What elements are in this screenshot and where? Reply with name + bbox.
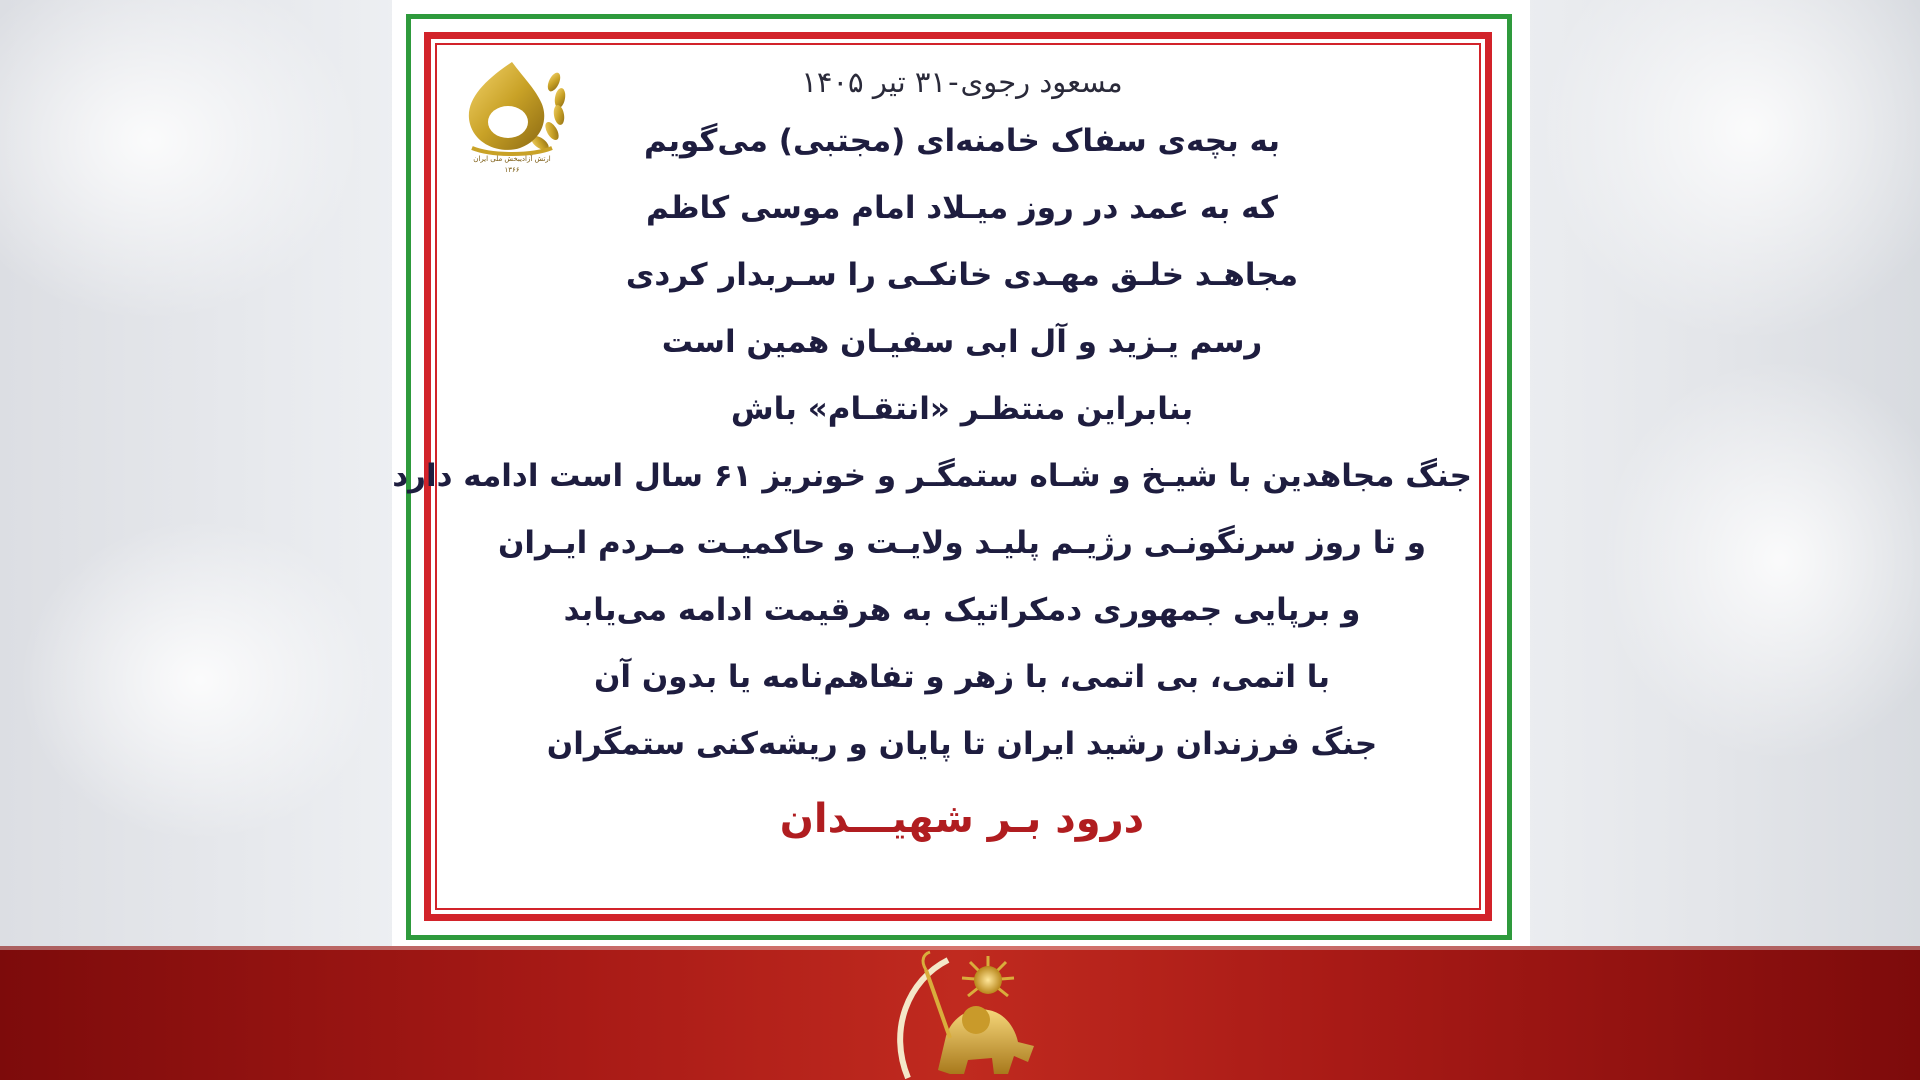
- signature-line: [452, 56, 1472, 108]
- background-glow: [1600, 360, 1920, 760]
- background-glow: [1540, 0, 1920, 340]
- separator: -: [948, 65, 959, 99]
- emblem-caption-year: ۱۳۶۶: [504, 166, 520, 174]
- author-name: مسعود رجوی: [960, 65, 1123, 99]
- background-glow: [20, 520, 380, 840]
- statement-line: با اتمی، بی اتمی، با زهر و تفاهم‌نامه یا بدون آن: [593, 659, 1331, 695]
- closing-salute: درود بـر شهیـــدان: [779, 796, 1145, 842]
- lion-and-sun-logo-icon: [868, 950, 1078, 1080]
- statement-line: و برپایی جمهوری دمکراتیک به هرقیمت ادامه می‌یابد: [563, 592, 1361, 628]
- statement-line: که به عمد در روز میـلاد امام موسی کاظم: [646, 190, 1278, 226]
- statement-line: مجاهـد خلـق مهـدی خانکـی را سـربدار کردی: [625, 257, 1299, 293]
- statement-line: و تا روز سرنگونـی رژیـم پلیـد ولایـت و حاکمیـت مـردم ایـران: [497, 525, 1427, 561]
- background-glow: [0, 0, 360, 320]
- statement-text: [392, 56, 1472, 854]
- date: ۳۱ تیر ۱۴۰۵: [801, 65, 947, 99]
- statement-poster: [392, 0, 1530, 946]
- statement-line: جنگ مجاهدین با شیـخ و شـاه ستمگـر و خونریز ۶۱ سال است ادامه دارد: [392, 458, 1472, 494]
- emblem-caption: ارتش آزادیبخش ملی ایران: [473, 155, 551, 163]
- statement-line: به بچه‌ی سفاک خامنه‌ای (مجتبی) می‌گویم: [644, 123, 1280, 159]
- statement-line: رسم یـزید و آل ابی سفیـان همین است: [661, 324, 1263, 360]
- statement-line: جنگ فرزندان رشید ایران تا پایان و ریشه‌کنی ستمگران: [546, 726, 1378, 762]
- statement-line: بنابراین منتظـر «انتقـام» باش: [730, 391, 1194, 427]
